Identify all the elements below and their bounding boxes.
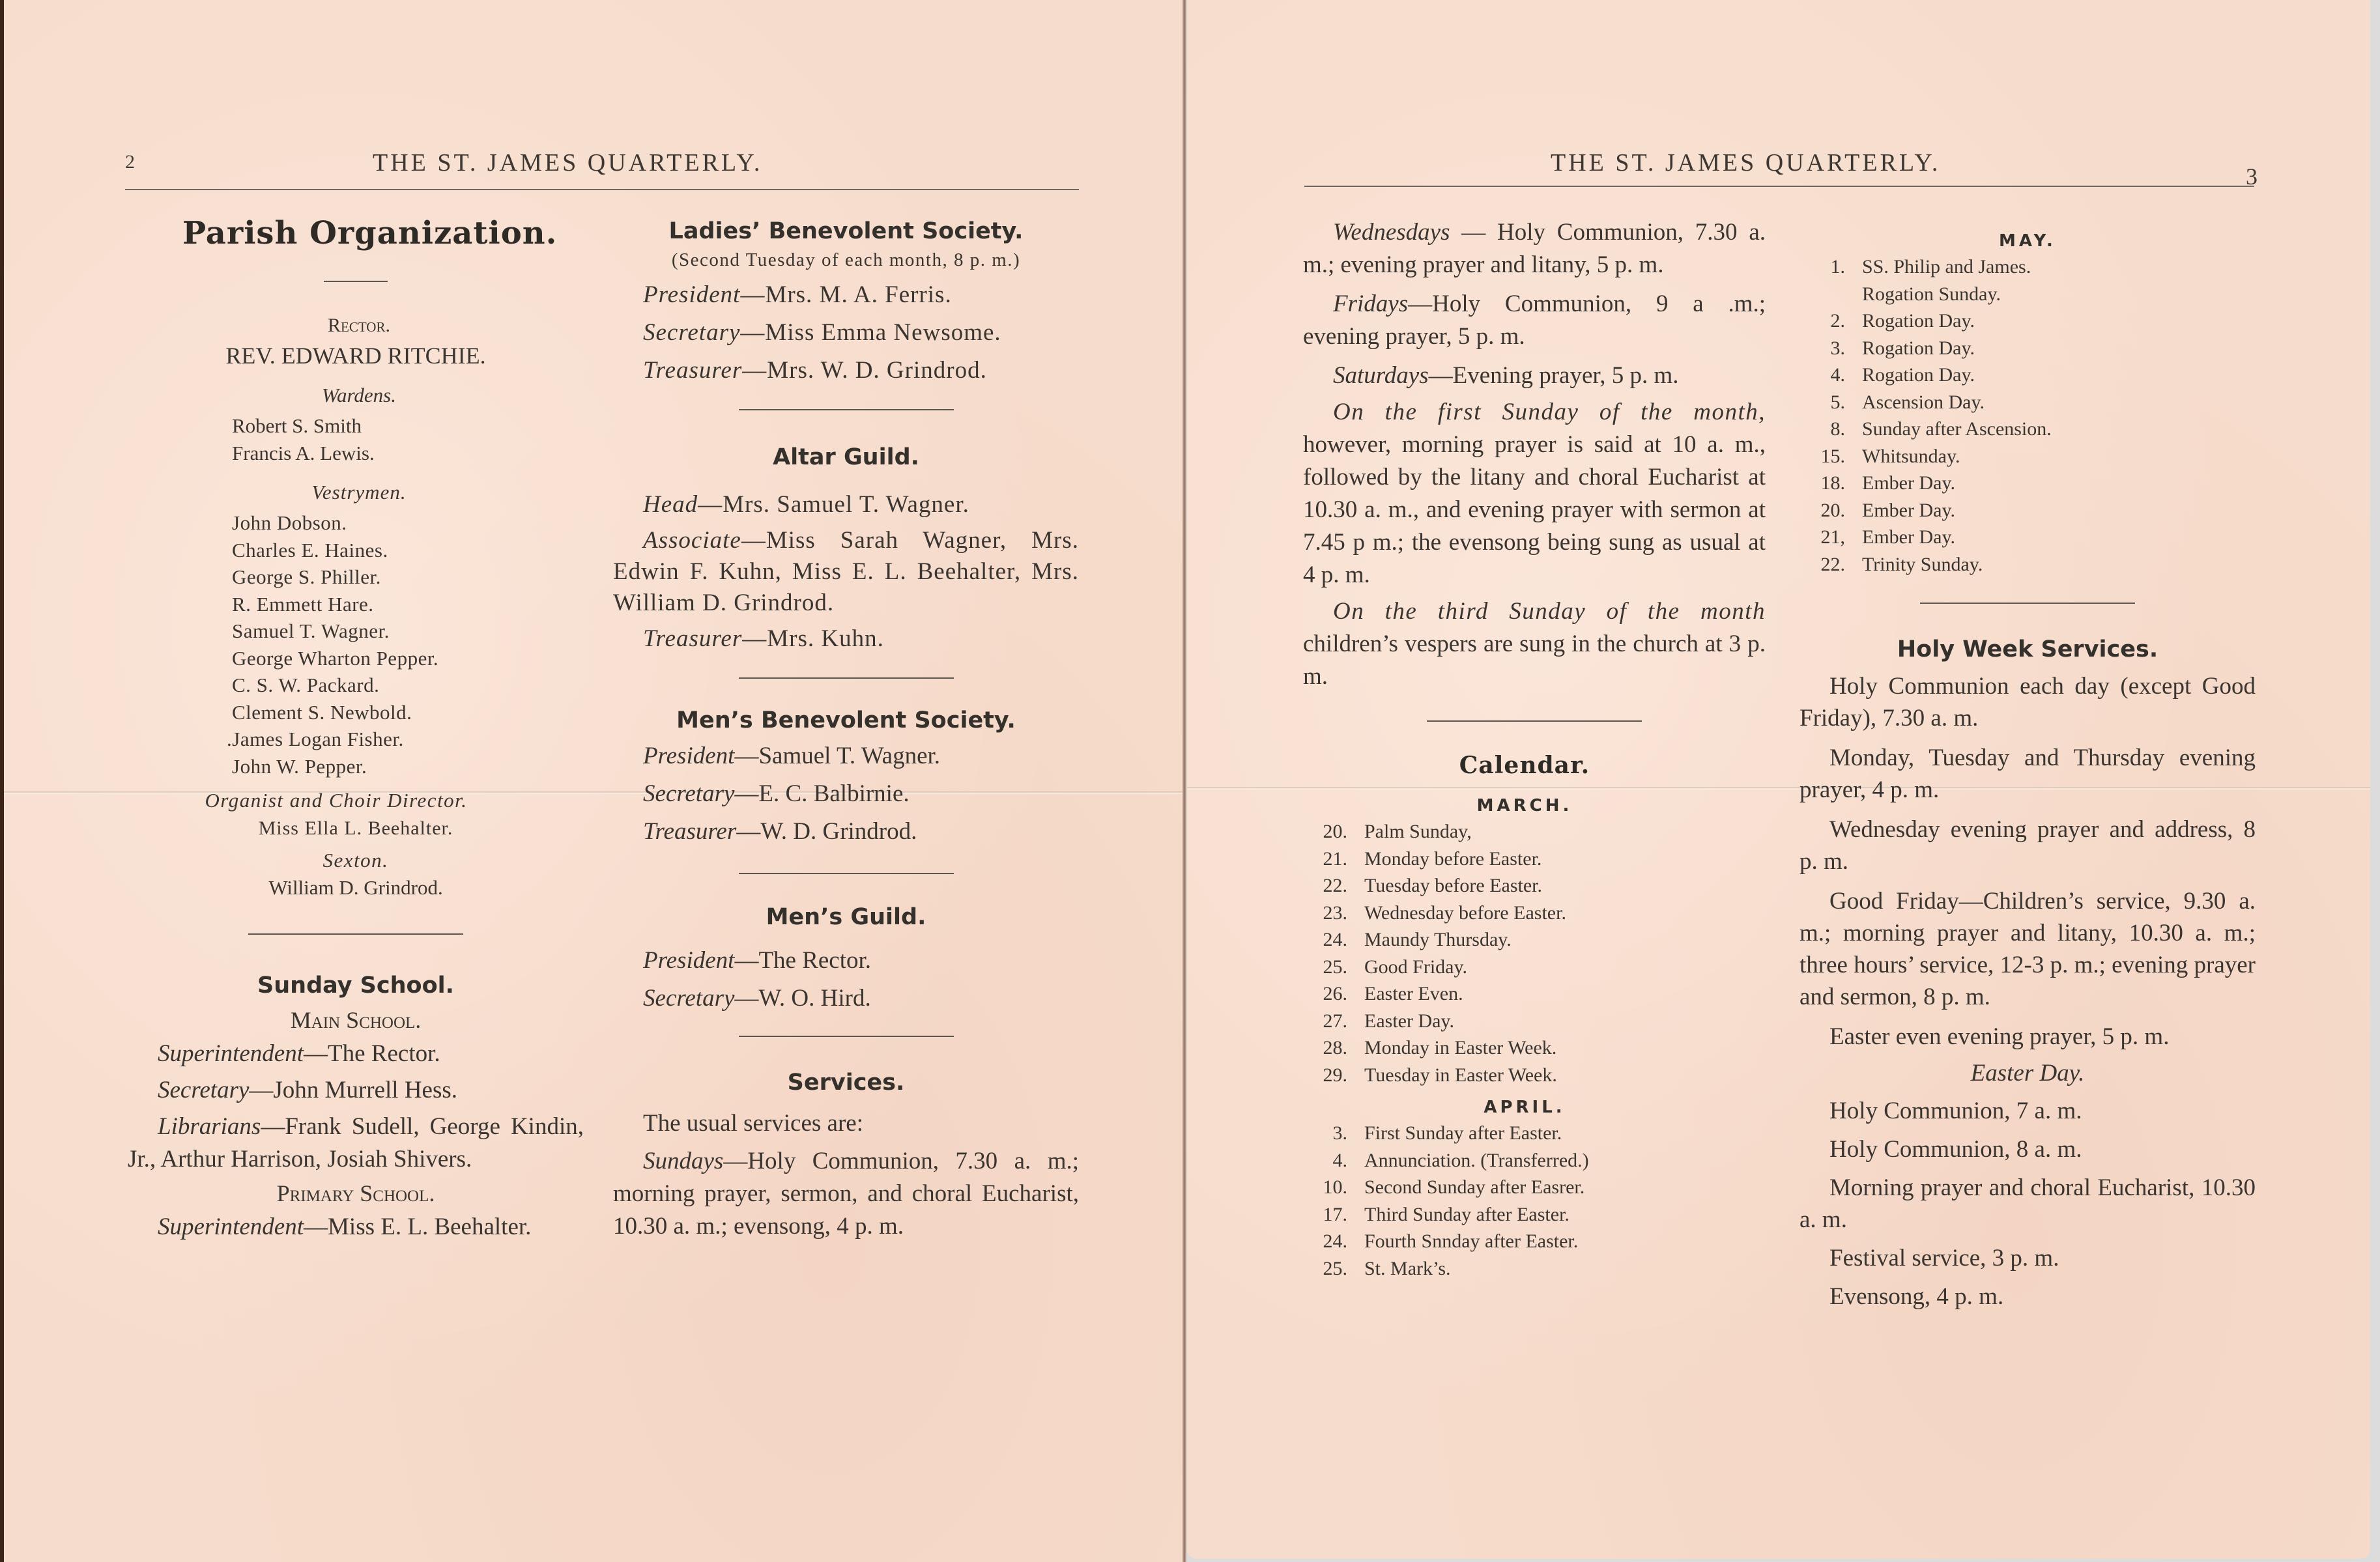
calendar-row: 5. Ascension Day. (1830, 391, 1985, 413)
vestryman: John W. Pepper. (232, 754, 367, 778)
divider (1920, 603, 2135, 604)
march-list (1297, 818, 1766, 1088)
main-school-entries (128, 1038, 584, 1176)
ladies-benevolent-note: (Second Tuesday of each month, 8 p. m.) (671, 249, 1021, 270)
holy-week-paragraph: Easter even evening prayer, 5 p. m. (1829, 1023, 2170, 1050)
divider (739, 1036, 954, 1037)
vestryman: Clement S. Newbold. (232, 700, 412, 724)
calendar-row: 10. Second Sunday after Easrer. (1323, 1176, 1585, 1198)
organist-name: Miss Ella L. Beehalter. (258, 817, 453, 839)
running-head: THE ST. JAMES QUARTERLY. (1551, 149, 1941, 177)
calendar-row: 4. Rogation Day. (1830, 364, 1975, 386)
services-intro: The usual services are: (643, 1110, 863, 1137)
easter-day-item: Holy Communion, 7 a. m. (1829, 1098, 2082, 1124)
vestryman: John Dobson. (232, 511, 347, 534)
calendar-row: 24. Maundy Thursday. (1323, 929, 1512, 950)
mens-benevolent-title: Men’s Benevolent Society. (676, 707, 1016, 733)
sexton-name: William D. Grindrod. (268, 876, 443, 899)
sunday-school-title: Sunday School. (257, 973, 454, 999)
vestryman: R. Emmett Hare. (232, 592, 374, 616)
altar-guild-title: Altar Guild. (773, 444, 919, 470)
easter-day-item: Evensong, 4 p. m. (1829, 1283, 2004, 1310)
calendar-row: 21, Ember Day. (1820, 526, 1955, 548)
first-sunday-entry: On the first Sunday of the month, however, morning prayer is said at 10 a. m., followed by the litany and choral Eucharist at 10.30 a. m., and evening prayer with sermon at 7.45 p m.; the evensong being sung as usual at 4 p. m. (1303, 399, 1766, 588)
divider (739, 873, 954, 874)
column-may-holy-week (1799, 231, 2256, 1319)
mens-benevolent-entries (613, 740, 1079, 848)
vestryman: George Wharton Pepper. (232, 646, 439, 670)
may-list (1799, 253, 2256, 578)
parish-organization-title: Parish Organization. (182, 215, 558, 251)
vestryman: Samuel T. Wagner. (232, 619, 390, 642)
rector-label: Rector. (328, 315, 390, 336)
calendar-row: 24. Fourth Snnday after Easter. (1323, 1230, 1579, 1252)
organist-label: Organist and Choir Director. (205, 789, 468, 812)
holy-week-body (1799, 670, 2256, 1053)
treasurer-entry: Treasurer—Mrs. Kuhn. (643, 625, 884, 652)
wardens-list (232, 412, 584, 466)
calendar-row: 21. Monday before Easter. (1323, 847, 1542, 870)
altar-guild-entries (613, 489, 1079, 655)
holy-week-paragraph: Monday, Tuesday and Thursday evening prayer, 4 p. m. (1799, 745, 2256, 803)
vestrymen-label: Vestrymen. (311, 481, 407, 504)
vestryman: C. S. W. Packard. (232, 674, 380, 696)
superintendent-entry: Superintendent—The Rector. (158, 1040, 440, 1067)
holy-week-paragraph: Good Friday—Children’s service, 9.30 a. m.; morning prayer and litany, 10.30 a. m.; three hours’ service, 12-3 p. m.; evening prayer and sermon, 8 p. m. (1799, 888, 2256, 1010)
secretary-entry: Secretary—E. C. Balbirnie. (643, 780, 910, 807)
calendar-row: 26. Easter Even. (1323, 983, 1463, 1004)
calendar-row: 1. SS. Philip and James. (1830, 256, 2031, 277)
calendar-row: 2. Rogation Day. (1830, 310, 1975, 332)
month-label-may: MAY. (1999, 231, 2056, 251)
services-body (613, 1107, 1079, 1243)
services-title: Services. (787, 1070, 905, 1096)
treasurer-entry: Treasurer—Mrs. W. D. Grindrod. (643, 357, 987, 384)
column-services-calendar (1303, 216, 1766, 1282)
easter-day-item: Morning prayer and choral Eucharist, 10.30 a. m. (1799, 1174, 2256, 1233)
calendar-row: 25. St. Mark’s. (1323, 1257, 1451, 1279)
calendar-row: 18. Ember Day. (1820, 472, 1955, 494)
calendar-row: 22. Tuesday before Easter. (1323, 875, 1542, 896)
calendar-row: 25. Good Friday. (1323, 956, 1468, 978)
mens-guild-entries (613, 944, 1079, 1015)
president-entry: President—Mrs. M. A. Ferris. (643, 281, 952, 308)
main-school-label: Main School. (290, 1007, 422, 1033)
calendar-row: 4. Annunciation. (Transferred.) (1332, 1149, 1589, 1171)
calendar-row: 3. First Sunday after Easter. (1332, 1122, 1562, 1144)
easter-day-item: Festival service, 3 p. m. (1829, 1245, 2059, 1271)
superintendent-entry: Superintendent—Miss E. L. Beehalter. (158, 1214, 532, 1240)
calendar-row: Rogation Sunday. (1862, 283, 2001, 305)
warden: Francis A. Lewis. (232, 441, 375, 464)
vestryman: George S. Philler. (232, 565, 381, 588)
easter-day-label: Easter Day. (1970, 1060, 2085, 1086)
primary-school-entries (128, 1211, 584, 1243)
wardens-label: Wardens. (322, 384, 396, 406)
column-parish-organization (128, 215, 584, 1250)
calendar-row: 15. Whitsunday. (1820, 445, 1960, 467)
vestrymen-list (227, 509, 584, 780)
calendar-row: 27. Easter Day. (1323, 1010, 1454, 1032)
vestryman: .James Logan Fisher. (227, 728, 404, 750)
divider (324, 281, 388, 282)
calendar-row: 20. Ember Day. (1820, 499, 1955, 521)
calendar-row: 3. Rogation Day. (1830, 337, 1975, 359)
president-entry: President—Samuel T. Wagner. (643, 743, 941, 769)
primary-school-label: Primary School. (276, 1180, 435, 1206)
sundays-entry: Sundays—Holy Communion, 7.30 a. m.; morning prayer, sermon, and choral Eucharist, 10.30 a. m.; evensong, 4 p. m. (613, 1148, 1079, 1240)
ladies-benevolent-title: Ladies’ Benevolent Society. (668, 218, 1024, 244)
wednesdays-entry: Wednesdays — Holy Communion, 7.30 a. m.; evening prayer and litany, 5 p. m. (1303, 219, 1766, 278)
librarians-entry: Librarians—Frank Sudell, George Kindin, Jr., Arthur Harrison, Josiah Shivers. (128, 1113, 584, 1172)
page-number: 2 (125, 151, 135, 173)
easter-day-item: Holy Communion, 8 a. m. (1829, 1136, 2082, 1163)
divider (248, 933, 463, 935)
divider (739, 677, 954, 679)
page-spine (1183, 0, 1186, 1562)
running-head: THE ST. JAMES QUARTERLY. (373, 149, 763, 177)
calendar-row: 8. Sunday after Ascension. (1830, 418, 2052, 440)
sexton-label: Sexton. (323, 849, 389, 872)
left-page (0, 0, 1186, 1562)
associate-entry: Associate—Miss Sarah Wagner, Mrs. Edwin F. Kuhn, Miss E. L. Beehalter, Mrs. William D. Grindrod. (613, 527, 1079, 616)
president-entry: President—The Rector. (643, 947, 872, 974)
secretary-entry: Secretary—W. O. Hird. (643, 985, 871, 1012)
services-continued (1303, 216, 1766, 693)
secretary-entry: Secretary—Miss Emma Newsome. (643, 319, 1001, 346)
mens-guild-title: Men’s Guild. (766, 904, 926, 930)
head-entry: Head—Mrs. Samuel T. Wagner. (643, 491, 969, 518)
secretary-entry: Secretary—John Murrell Hess. (158, 1077, 458, 1103)
calendar-row: 20. Palm Sunday, (1323, 821, 1472, 842)
easter-day-body (1799, 1095, 2256, 1313)
divider (1427, 720, 1642, 722)
treasurer-entry: Treasurer—W. D. Grindrod. (643, 818, 917, 845)
third-sunday-entry: On the third Sunday of the month children’s vespers are sung in the church at 3 p. m. (1303, 598, 1766, 690)
warden: Robert S. Smith (232, 414, 362, 437)
month-label-march: MARCH. (1476, 796, 1573, 816)
month-label-april: APRIL. (1484, 1098, 1566, 1117)
calendar-row: 28. Monday in Easter Week. (1323, 1037, 1557, 1058)
calendar-row: 17. Third Sunday after Easter. (1323, 1203, 1570, 1225)
column-societies (613, 218, 1079, 1249)
rector-name: REV. EDWARD RITCHIE. (225, 343, 486, 369)
vestryman: Charles E. Haines. (232, 538, 388, 561)
calendar-row: 29. Tuesday in Easter Week. (1323, 1064, 1557, 1086)
calendar-row: 23. Wednesday before Easter. (1323, 902, 1566, 924)
header-rule (125, 189, 1079, 190)
calendar-title: Calendar. (1459, 752, 1590, 779)
april-list (1297, 1120, 1766, 1282)
divider (739, 409, 954, 410)
ladies-benevolent-entries (613, 279, 1079, 387)
saturdays-entry: Saturdays—Evening prayer, 5 p. m. (1333, 362, 1679, 389)
holy-week-paragraph: Holy Communion each day (except Good Friday), 7.30 a. m. (1799, 673, 2256, 731)
holy-week-paragraph: Wednesday evening prayer and address, 8 p. m. (1799, 816, 2256, 875)
header-rule (1304, 186, 2254, 187)
page-number: 3 (2246, 163, 2258, 190)
calendar-row: 22. Trinity Sunday. (1820, 553, 1983, 575)
holy-week-title: Holy Week Services. (1897, 636, 2158, 662)
right-page (1187, 0, 2370, 1559)
fridays-entry: Fridays—Holy Communion, 9 a .m.; evening prayer, 5 p. m. (1303, 291, 1766, 350)
